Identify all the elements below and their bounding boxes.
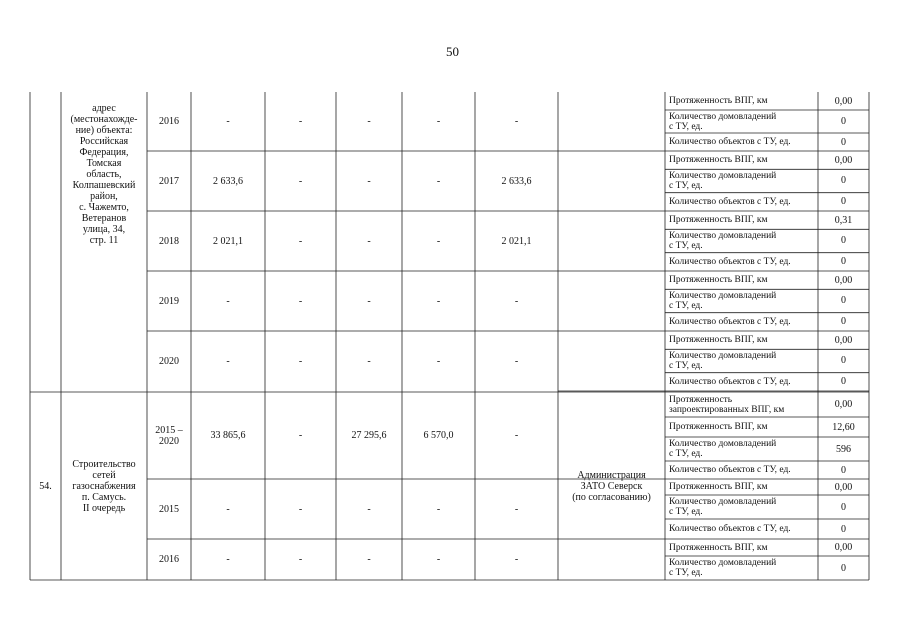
row-number: 54. bbox=[39, 480, 52, 492]
funding-cell: - bbox=[367, 116, 371, 127]
indicator-label: Количество домовладений с ТУ, ед. bbox=[669, 111, 777, 132]
funding-cell: - bbox=[298, 355, 303, 367]
funding-cell: - bbox=[298, 554, 303, 565]
funding-cell: 2 633,6 bbox=[501, 175, 532, 187]
funding-cell: - bbox=[226, 116, 230, 127]
indicator-value: 0 bbox=[841, 464, 846, 476]
funding-cell: - bbox=[514, 430, 519, 441]
year-cell: 2015 – 2020 bbox=[155, 424, 183, 447]
indicator-value: 0,00 bbox=[834, 154, 853, 166]
funding-cell: - bbox=[436, 355, 441, 367]
indicator-label: Количество объектов с ТУ, ед. bbox=[669, 524, 791, 534]
indicator-value: 0,00 bbox=[834, 542, 853, 553]
funding-cell: - bbox=[514, 295, 519, 307]
year-cell: 2016 bbox=[159, 116, 179, 127]
indicator-label: Протяженность ВПГ, км bbox=[669, 155, 768, 166]
funding-cell: - bbox=[226, 355, 230, 367]
indicator-label: Протяженность ВПГ, км bbox=[669, 275, 768, 286]
indicator-label: Протяженность ВПГ, км bbox=[669, 96, 768, 106]
indicator-label: Количество домовладений с ТУ, ед. bbox=[669, 170, 777, 191]
year-cell: 2020 bbox=[159, 355, 179, 367]
funding-cell: - bbox=[298, 116, 303, 127]
year-cell: 2018 bbox=[159, 235, 179, 247]
funding-cell: - bbox=[436, 295, 441, 307]
funding-cell: - bbox=[367, 503, 371, 515]
indicator-value: 0,00 bbox=[834, 399, 853, 410]
indicator-value: 0 bbox=[841, 196, 846, 208]
indicator-value: 0 bbox=[841, 295, 846, 307]
indicator-label: Протяженность ВПГ, км bbox=[669, 335, 768, 346]
indicator-label: Количество домовладений с ТУ, ед. bbox=[669, 497, 777, 517]
indicator-label: Количество объектов с ТУ, ед. bbox=[669, 137, 791, 147]
indicator-value: 0 bbox=[841, 316, 846, 328]
indicator-value: 12,60 bbox=[832, 421, 855, 433]
year-cell: 2016 bbox=[159, 554, 179, 565]
page-number: 50 bbox=[446, 44, 459, 59]
indicator-label: Количество объектов с ТУ, ед. bbox=[669, 316, 791, 327]
indicator-value: 0 bbox=[841, 116, 846, 127]
indicator-value: 0 bbox=[841, 562, 846, 574]
indicator-value: 596 bbox=[836, 443, 851, 455]
indicator-label: Количество объектов с ТУ, ед. bbox=[669, 196, 791, 207]
year-cell: 2015 bbox=[159, 503, 179, 515]
indicator-label: Протяженность ВПГ, км bbox=[669, 215, 768, 226]
indicator-value: 0 bbox=[841, 523, 846, 535]
funding-cell: - bbox=[367, 554, 371, 565]
executor-cell: Администрация ЗАТО Северск (по согласованию) bbox=[572, 469, 651, 503]
funding-cell: - bbox=[367, 235, 371, 247]
funding-cell: - bbox=[514, 503, 519, 515]
funding-cell: 27 295,6 bbox=[351, 430, 387, 441]
funding-cell: - bbox=[226, 554, 230, 565]
funding-cell: - bbox=[298, 175, 303, 187]
funding-cell: 2 633,6 bbox=[213, 175, 243, 187]
funding-cell: - bbox=[514, 554, 519, 565]
indicator-value: 0 bbox=[841, 256, 846, 268]
indicator-label: Протяженность ВПГ, км bbox=[669, 542, 768, 553]
funding-cell: - bbox=[367, 175, 371, 187]
funding-cell: - bbox=[367, 295, 371, 307]
indicator-value: 0 bbox=[841, 355, 846, 367]
funding-cell: - bbox=[514, 355, 519, 367]
object-address: адрес (местонахожде- ние) объекта: Российская Федерация, Томская область, Колпашевский район, с. Чажемто, Ветеранов улица, 34, стр. 11 bbox=[70, 102, 138, 246]
indicator-value: 0,31 bbox=[834, 214, 853, 226]
indicator-value: 0 bbox=[841, 501, 846, 513]
indicator-label: Количество домовладений с ТУ, ед. bbox=[669, 558, 777, 578]
funding-cell: - bbox=[367, 355, 371, 367]
indicator-value: 0 bbox=[841, 235, 846, 247]
funding-cell: 2 021,1 bbox=[501, 235, 532, 247]
indicator-label: Количество домовладений с ТУ, ед. bbox=[669, 230, 777, 251]
indicator-value: 0,00 bbox=[834, 334, 853, 346]
funding-cell: - bbox=[298, 430, 303, 441]
funding-cell: - bbox=[436, 175, 441, 187]
indicator-value: 0 bbox=[841, 136, 846, 148]
indicator-value: 0 bbox=[841, 175, 846, 187]
indicator-label: Количество объектов с ТУ, ед. bbox=[669, 376, 791, 387]
funding-cell: - bbox=[436, 116, 441, 127]
indicator-label: Количество объектов с ТУ, ед. bbox=[669, 465, 791, 475]
funding-cell: - bbox=[226, 503, 230, 515]
indicator-label: Протяженность запроектированных ВПГ, км bbox=[669, 394, 785, 415]
indicator-value: 0,00 bbox=[834, 95, 853, 107]
funding-cell: 33 865,6 bbox=[210, 430, 246, 441]
object-name: Строительство сетей газоснабжения п. Самусь. II очередь bbox=[72, 458, 136, 514]
indicator-label: Протяженность ВПГ, км bbox=[669, 482, 768, 492]
indicator-label: Количество домовладений с ТУ, ед. bbox=[669, 290, 777, 311]
funding-cell: - bbox=[298, 235, 303, 247]
funding-cell: - bbox=[436, 503, 441, 515]
funding-cell: - bbox=[436, 554, 441, 565]
year-cell: 2017 bbox=[159, 175, 179, 187]
funding-cell: - bbox=[514, 116, 519, 127]
funding-cell: - bbox=[298, 503, 303, 515]
funding-cell: - bbox=[298, 295, 303, 307]
indicator-value: 0,00 bbox=[834, 274, 853, 286]
year-cell: 2019 bbox=[159, 295, 179, 307]
indicator-label: Протяженность ВПГ, км bbox=[669, 422, 768, 432]
indicator-value: 0 bbox=[841, 376, 846, 388]
funding-cell: 6 570,0 bbox=[423, 430, 454, 441]
indicator-label: Количество домовладений с ТУ, ед. bbox=[669, 439, 777, 459]
funding-cell: 2 021,1 bbox=[213, 235, 243, 247]
funding-cell: - bbox=[226, 295, 230, 307]
indicator-label: Количество домовладений с ТУ, ед. bbox=[669, 350, 777, 371]
funding-cell: - bbox=[436, 235, 441, 247]
indicator-value: 0,00 bbox=[834, 481, 853, 493]
indicator-label: Количество объектов с ТУ, ед. bbox=[669, 256, 791, 267]
